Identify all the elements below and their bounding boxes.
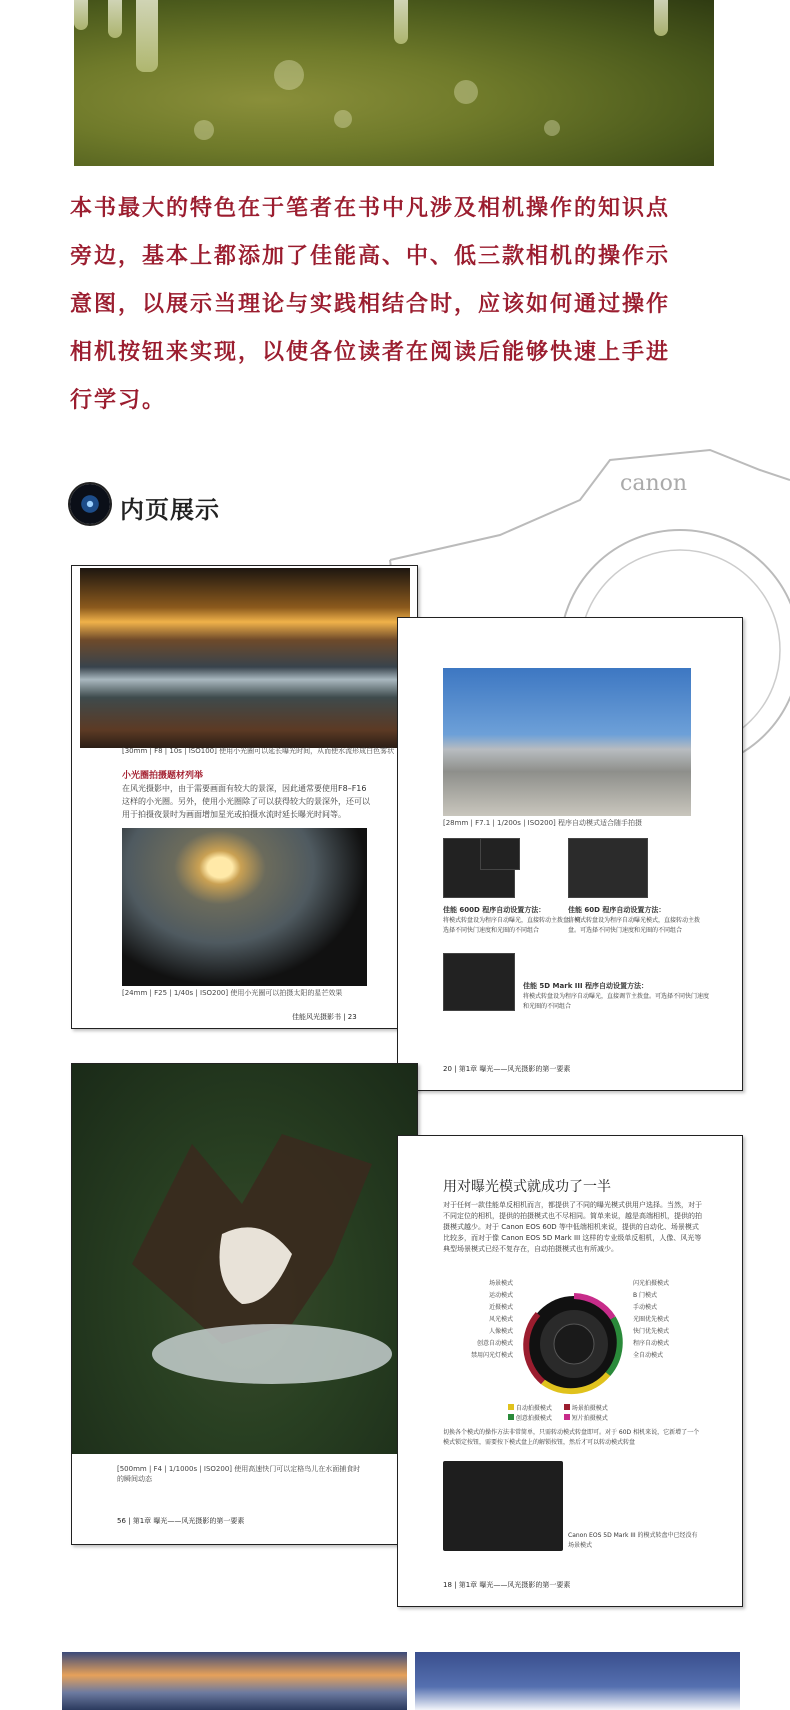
- desc-line: 行学习。: [70, 387, 167, 413]
- sample-page-2: [397, 617, 743, 1091]
- sample-page-4: [397, 1135, 743, 1607]
- page4-footer: 18 | 第1章 曝光——风光摄影的第一要素: [443, 1581, 571, 1589]
- dial-label: 禁用闪光灯模式: [470, 1352, 513, 1359]
- dial-left-labels: [443, 1278, 513, 1362]
- page2-caption: [28mm | F7.1 | 1/200s | ISO200] 程序自动模式适合随手拍摄: [443, 819, 643, 827]
- camera-dial-thumb: [480, 838, 520, 870]
- page1-sunset-seascape-photo: [80, 568, 410, 748]
- desc-line: 相机按钮来实现，以使各位读者在阅读后能够快速上手进: [70, 339, 671, 365]
- bokeh: [274, 60, 304, 90]
- dial-label: 运动模式: [488, 1292, 513, 1299]
- bokeh: [194, 120, 214, 140]
- page1-heading: 小光圈拍摄题材列举: [122, 771, 204, 781]
- dial-legend: [508, 1404, 708, 1424]
- desc-line: 本书最大的特色在于笔者在书中凡涉及相机操作的知识点: [70, 195, 671, 221]
- legend-swatch: [508, 1414, 514, 1420]
- page4-body: 对于任何一款佳能单反相机而言，都提供了不同的曝光模式供用户选择。当然，对于不同定位的相机，提供的拍摄模式也不尽相同。简单来说，越是高端相机，提供的拍摄模式越少。对于 Canon EOS 60D 等中低端相机来说，提供的自动化、场景模式比较多，而对于像 Canon EOS 5D Mark III 这样的专业级单反相机，人像、风光等典型场景模式已经不复存在，自动拍摄模式也有所减少。: [443, 1201, 702, 1253]
- desc-line: 旁边，基本上都添加了佳能高、中、低三款相机的操作示: [70, 243, 671, 269]
- dial-label: 程序自动模式: [633, 1340, 670, 1347]
- page2-block1-body: 将模式转盘设为程序自动曝光，直接转动主拨盘。可选择不同快门速度和光圈的不同组合: [443, 917, 582, 934]
- bottom-photo-sunrise: [62, 1652, 407, 1710]
- page1-caption-1: [30mm | F8 | 10s | ISO100] 使用小光圈可以延长曝光时间，从而使水流形成白色雾状: [122, 747, 395, 755]
- page4-title: 用对曝光模式就成功了一半: [443, 1179, 611, 1195]
- water-drop: [394, 0, 408, 44]
- page4-note: 切换各个模式的操作方法非常简单，只需转动模式转盘即可。对于 60D 相机来说，它新增了一个模式锁定按钮，需要按下模式盘上的解锁按钮，然后才可以转动模式转盘: [443, 1429, 700, 1446]
- hero-photo: [74, 0, 714, 166]
- legend-label: 短片拍摄模式: [571, 1415, 608, 1422]
- page3-osprey-photo: [72, 1064, 417, 1454]
- page2-temple-photo: [443, 668, 691, 816]
- dial-label: 人像模式: [488, 1328, 513, 1335]
- legend-swatch: [564, 1414, 570, 1420]
- page1-caption-2: [24mm | F25 | 1/40s | ISO200] 使用小光圈可以拍摄太阳的星芒效果: [122, 989, 343, 997]
- legend-swatch: [508, 1404, 514, 1410]
- dial-label: 近摄模式: [488, 1304, 513, 1311]
- page2-block1-title: 佳能 600D 程序自动设置方法：: [443, 906, 546, 914]
- page1-body: 在风光摄影中，由于需要画面有较大的景深，因此通常要使用F8–F16这样的小光圈。另外，使用小光圈除了可以获得较大的景深外，还可以用于拍摄夜景时为画面增加星光或拍摄水流时延长曝光时间等。: [122, 784, 370, 819]
- water-drop: [108, 0, 122, 38]
- legend-swatch: [564, 1404, 570, 1410]
- sample-page-1: [71, 565, 418, 1029]
- page3-caption: [500mm | F4 | 1/1000s | ISO200] 使用高速快门可以定格鸟儿在水面捕食时的瞬间动态: [117, 1465, 361, 1483]
- dial-label: 全自动模式: [633, 1352, 664, 1359]
- dial-label: 快门优先模式: [633, 1328, 670, 1335]
- dial-right-labels: [633, 1278, 713, 1362]
- section-title: 内页展示: [120, 495, 220, 524]
- page2-block3-title: 佳能 5D Mark III 程序自动设置方法：: [523, 982, 649, 990]
- bokeh: [544, 120, 560, 136]
- page1-footer: 佳能风光摄影书 | 23: [292, 1013, 357, 1021]
- page1-sunstar-photo: [122, 828, 367, 986]
- camera-screen-thumb: [443, 953, 515, 1011]
- page2-block2-body: 将模式转盘设为程序自动曝光模式，直接转动主拨盘。可选择不同快门速度和光圈的不同组合: [568, 917, 701, 934]
- camera-screen-thumb: [568, 838, 648, 898]
- desc-line: 意图，以展示当理论与实践相结合时，应该如何通过操作: [70, 291, 671, 317]
- legend-label: 创意拍摄模式: [515, 1415, 552, 1422]
- dial-label: 风光模式: [488, 1316, 513, 1323]
- dial-label: B 门模式: [633, 1292, 658, 1299]
- dial-label: 创意自动模式: [476, 1340, 513, 1347]
- osprey-illustration: [72, 1064, 417, 1454]
- water-drop: [654, 0, 668, 36]
- sample-page-3: [71, 1063, 418, 1545]
- page3-footer: 56 | 第1章 曝光——风光摄影的第一要素: [117, 1517, 245, 1525]
- dial-label: 手动模式: [633, 1304, 658, 1311]
- page2-footer: 20 | 第1章 曝光——风光摄影的第一要素: [443, 1065, 571, 1073]
- dial-label: 闪光拍摄模式: [633, 1280, 670, 1287]
- bokeh: [334, 110, 352, 128]
- page2-block3-body: 将模式转盘设为程序自动曝光，直接调节主拨盘。可选择不同快门速度和光圈的不同组合: [523, 993, 710, 1010]
- page4-mode-dial-photo: [443, 1461, 563, 1551]
- legend-label: 场景拍摄模式: [571, 1405, 608, 1412]
- water-drop: [136, 0, 158, 72]
- dial-label: 光圈优先模式: [633, 1316, 670, 1323]
- bokeh: [454, 80, 478, 104]
- camera-brand-label: canon: [620, 471, 688, 496]
- legend-label: 自动拍摄模式: [515, 1405, 552, 1412]
- camera-lens-icon: [70, 484, 110, 524]
- bottom-photo-sky: [415, 1652, 740, 1710]
- page4-photo-caption: Canon EOS 5D Mark III 的模式转盘中已经没有场景模式: [568, 1532, 698, 1549]
- dial-label: 场景模式: [488, 1280, 513, 1287]
- page2-block2-title: 佳能 60D 程序自动设置方法：: [568, 906, 666, 914]
- water-drop: [74, 0, 88, 30]
- feature-description: [70, 184, 730, 424]
